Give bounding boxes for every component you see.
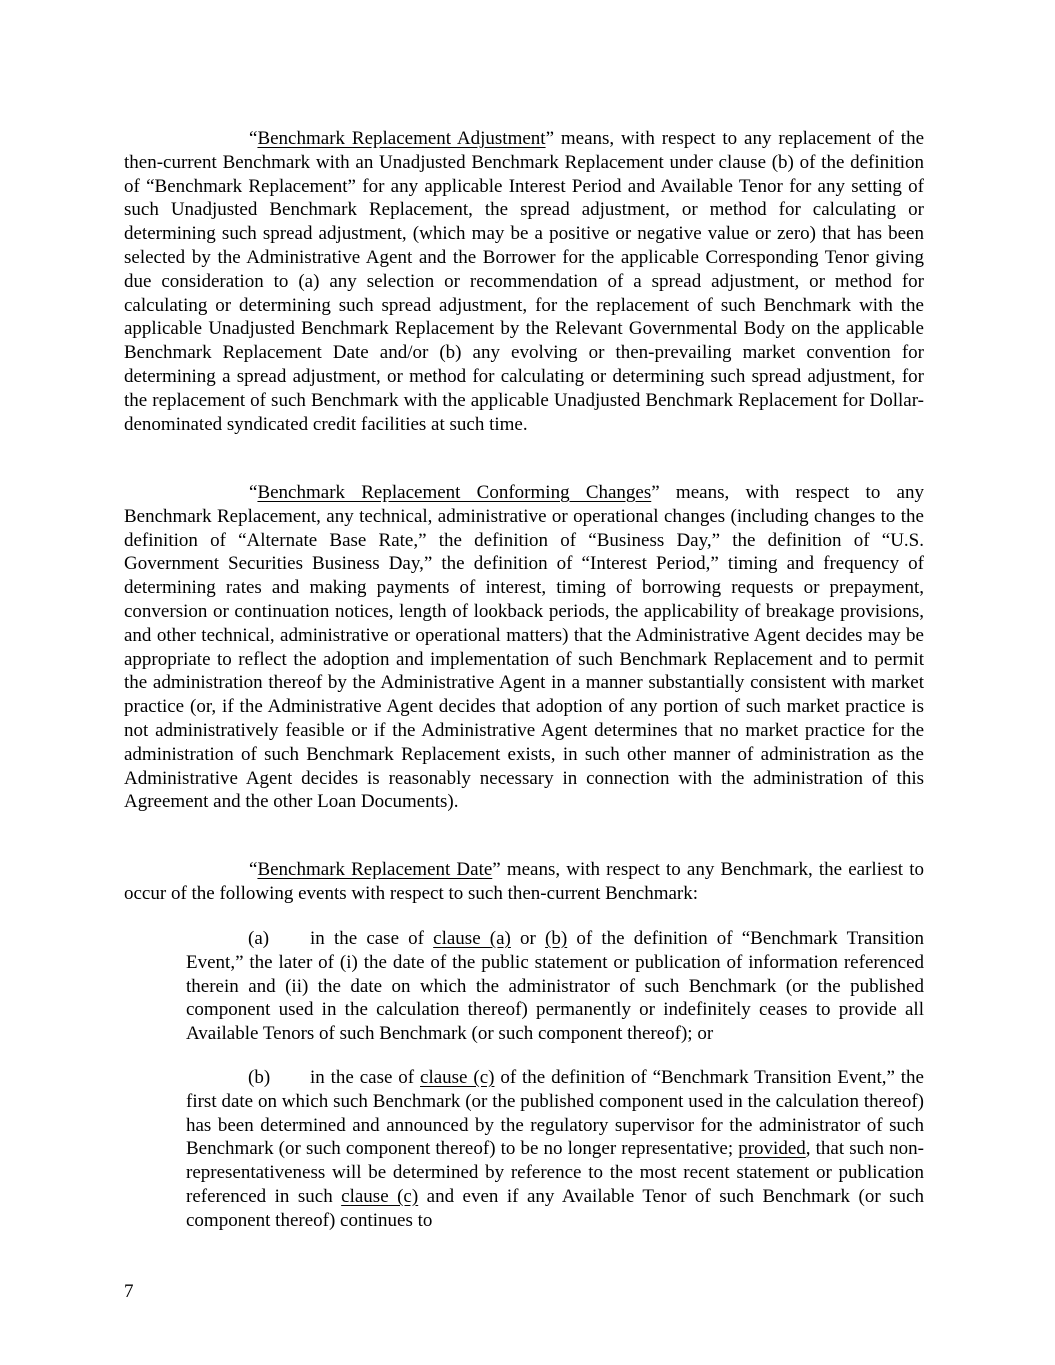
page-number: 7 (124, 1281, 134, 1302)
clause-reference: (b) (545, 928, 568, 949)
clause-label: (b) (248, 1067, 271, 1088)
proviso-term: provided (738, 1138, 806, 1160)
definition-benchmark-replacement-adjustment: “Benchmark Replacement Adjustment” means, with respect to any replacement of the then-current Benchmark with an Unadjusted Benchmark Replacement under clause (b) of the definition of “Benchmark Replacement” for any applicable Interest Period and Available Tenor for any setting of such Unadjusted Benchmark Replacement, the spread adjustment, or method for calculating or determining such spread adjustment, (which may be a positive or negative value or zero) that has been selected by the Administrative Agent and the Borrower for the applicable Corresponding Tenor giving due consideration to (a) any selection or recommendation of a spread adjustment, or method for calculating or determining such spread adjustment, for the replacement of such Benchmark with the applicable Unadjusted Benchmark Replacement by the Relevant Governmental Body on the applicable Benchmark Replacement Date and/or (b) any evolving or then-prevailing market convention for determining a spread adjustment, or method for calculating or determining such spread adjustment, for the replacement of such Benchmark with the applicable Unadjusted Benchmark Replacement for Dollar-denominated syndicated credit facilities at such time. (124, 128, 924, 435)
clause-label: (a) (248, 928, 270, 949)
clause-reference: clause (a) (433, 928, 511, 949)
defined-term: Benchmark Replacement Adjustment (257, 128, 546, 149)
clause-b: (b) in the case of clause (c) of the definition of “Benchmark Transition Event,” the first date on which such Benchmark (or the published component used in the calculation thereof) has been determined and announced by the regulatory supervisor for the administrator of such Benchmark (or such component thereof) to be no longer representative; provided, that such non-representativeness will be determined by reference to the most recent statement or publication referenced in such clause (c) and even if any Available Tenor of such Benchmark (or such component thereof) continues to (186, 1067, 924, 1231)
definition-benchmark-replacement-conforming-changes: “Benchmark Replacement Conforming Changes” means, with respect to any Benchmark Replacement, any technical, administrative or operational changes (including changes to the definition of “Alternate Base Rate,” the definition of “Business Day,” the definition of “U.S. Government Securities Business Day,” the definition of “Interest Period,” timing and frequency of determining rates and making payments of interest, timing of borrowing requests or prepayment, conversion or continuation notices, length of lookback periods, the applicability of breakage provisions, and other technical, administrative or operational matters) that the Administrative Agent decides may be appropriate to reflect the adoption and implementation of such Benchmark Replacement and to permit the administration thereof by the Administrative Agent in a manner substantially consistent with market practice (or, if the Administrative Agent decides that adoption of any portion of such market practice is not administratively feasible or if the Administrative Agent determines that no market practice for the administration of such Benchmark Replacement exists, in such other manner of administration as the Administrative Agent decides is reasonably necessary in connection with the administration of this Agreement and the other Loan Documents). (124, 482, 924, 813)
clause-reference: clause (c) (420, 1067, 495, 1088)
clause-reference: clause (c) (341, 1185, 419, 1207)
defined-term: Benchmark Replacement Conforming Changes (257, 482, 652, 503)
clause-a: (a) in the case of clause (a) or (b) of the definition of “Benchmark Transition Event,” the later of (i) the date of the public statement or publication of information referenced therein and (ii) the date on which the administrator of such Benchmark (or the published component used in the calculation thereof) permanently or indefinitely ceases to provide all Available Tenors of such Benchmark (or such component thereof); or (186, 928, 925, 1045)
definition-benchmark-replacement-date: “Benchmark Replacement Date” means, with respect to any Benchmark, the earliest to occur of the following events with respect to such then-current Benchmark: (124, 859, 924, 904)
defined-term: Benchmark Replacement Date (257, 859, 493, 880)
